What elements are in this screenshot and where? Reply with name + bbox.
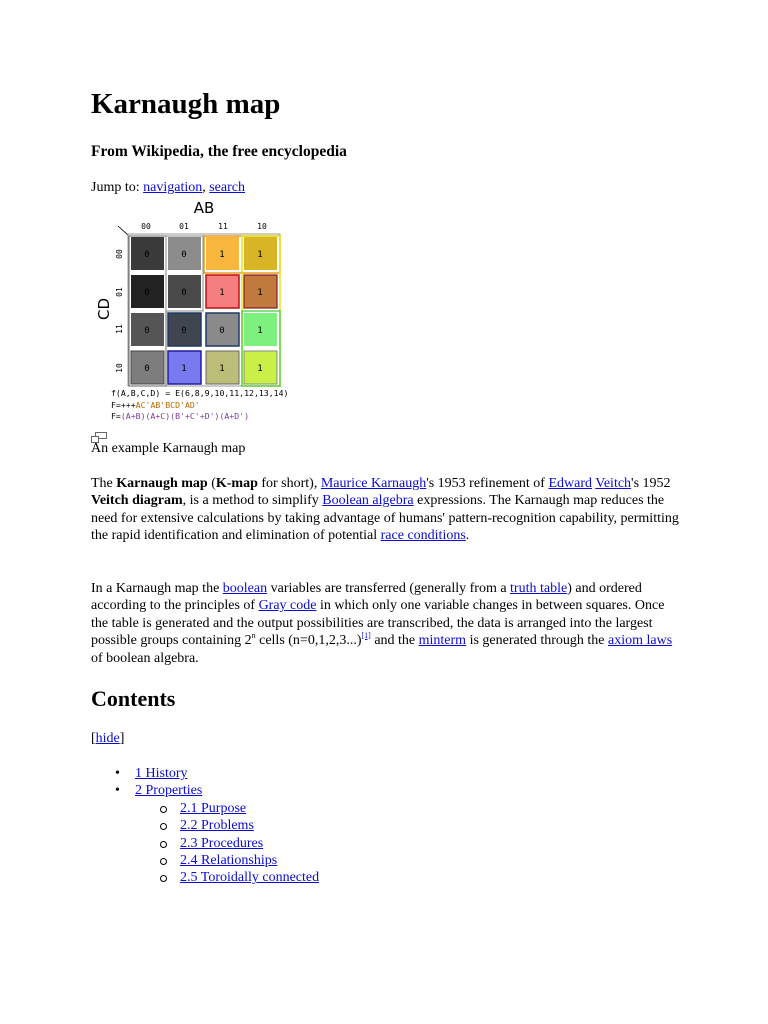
text: is generated through the [466, 633, 608, 649]
bracket: ] [119, 731, 125, 746]
kmap-row-header: 11 [115, 324, 124, 334]
link-gray-code[interactable]: Gray code [258, 598, 317, 614]
text: of boolean algebra. [91, 650, 199, 666]
intro-paragraph [91, 475, 681, 545]
kmap-cell-value: 1 [257, 326, 263, 336]
text: ( [207, 476, 216, 491]
kmap-figure[interactable] [91, 196, 291, 426]
text: In a Karnaugh map the [91, 581, 223, 596]
kmap-formula-pos [111, 411, 249, 421]
reference-link[interactable]: [1] [361, 630, 371, 640]
figure-caption: An example Karnaugh map [91, 441, 246, 456]
text: The [91, 476, 117, 491]
kmap-formula-prefix: F= [111, 411, 121, 421]
kmap-cell-value: 1 [219, 364, 225, 374]
kmap-formula-sop [111, 400, 200, 410]
bracket: [ [91, 731, 96, 746]
kmap-cell-value: 0 [144, 326, 150, 336]
kmap-formula-plus: +++ [120, 400, 136, 410]
kmap-cell-value: 0 [144, 250, 150, 260]
superscript: n [251, 630, 256, 640]
table-of-contents [91, 765, 319, 887]
text: in which only one variable changes in between squares. Once the table is generated and the output possibilities are transcribed, the data is arranged into the largest possible groups containing 2 [91, 598, 665, 649]
kmap-label-ab: AB [193, 199, 215, 217]
text: and the [370, 633, 419, 649]
text: 's 1952 [631, 476, 671, 491]
text: expressions. The Karnaugh map reduces the need for extensive calculations by taking advantage of humans' pattern-recognition capability, permitting the rapid identification and elimination of potential [91, 493, 679, 544]
toc-link-problems[interactable]: 2.2 Problems [180, 818, 254, 834]
body-paragraph [91, 580, 681, 667]
link-minterm[interactable]: minterm [418, 633, 467, 649]
kmap-formula-sum: f(A,B,C,D) = E(6,8,9,10,11,12,13,14) [111, 388, 289, 398]
kmap-cell-value: 0 [144, 288, 150, 298]
toc-item [91, 782, 319, 799]
kmap-cell-value: 1 [219, 288, 225, 298]
text: , is a method to simplify [182, 493, 323, 509]
toc-item [91, 765, 319, 782]
kmap-formula-terms: AC'AB'BCD'AD' [135, 400, 200, 410]
kmap-cell-value: 1 [219, 250, 225, 260]
kmap-cell-value: 0 [144, 364, 150, 374]
kmap-cell-value: 1 [257, 364, 263, 374]
jump-separator: , [202, 180, 206, 195]
toc-item [91, 869, 319, 886]
toc-item [91, 835, 319, 852]
kmap-col-header: 01 [179, 222, 189, 231]
jump-to [91, 180, 245, 196]
kmap-cell-value: 0 [181, 250, 187, 260]
text: ) and ordered according to the principles of [91, 581, 642, 614]
kmap-label-cd: CD [95, 297, 113, 321]
toc-link-properties[interactable]: 2 Properties [135, 783, 203, 799]
text: for short), [257, 476, 321, 491]
jump-prefix: Jump to: [91, 180, 140, 195]
link-axiom-laws[interactable]: axiom laws [607, 633, 673, 649]
term-bold: K-map [215, 476, 258, 491]
link-truth-table[interactable]: truth table [510, 581, 568, 596]
hide-link[interactable]: hide [95, 731, 120, 746]
kmap-cell-value: 1 [181, 364, 187, 374]
navigation-link[interactable]: navigation [143, 180, 203, 195]
toc-link-procedures[interactable]: 2.3 Procedures [180, 835, 264, 851]
toc-item [91, 817, 319, 834]
toc-item [91, 852, 319, 869]
term-bold: Karnaugh map [116, 476, 208, 491]
text: 's 1953 refinement of [426, 476, 549, 491]
text: variables are transferred (generally from a [267, 581, 511, 596]
kmap-row-header: 10 [115, 363, 124, 373]
kmap-formula-terms: (A+B)(A+C)(B'+C'+D')(A+D') [120, 411, 250, 421]
link-boolean[interactable]: boolean [222, 581, 268, 596]
text: . [465, 528, 470, 544]
kmap-row-header: 01 [115, 287, 124, 297]
kmap-col-header: 10 [257, 222, 267, 231]
site-subtitle: From Wikipedia, the free encyclopedia [91, 143, 347, 160]
kmap-col-header: 11 [218, 222, 228, 231]
contents-toggle [91, 731, 124, 747]
text: cells (n=0,1,2,3...) [255, 633, 362, 649]
kmap-cell-value: 1 [257, 288, 263, 298]
kmap-cell-value: 0 [181, 326, 187, 336]
kmap-row-header: 00 [115, 249, 124, 259]
contents-heading: Contents [91, 686, 176, 711]
link-edward-veitch[interactable]: Veitch [595, 476, 632, 491]
toc-item [91, 800, 319, 817]
kmap-cell-value: 0 [181, 288, 187, 298]
kmap-diagram [91, 196, 291, 426]
search-link[interactable]: search [209, 180, 245, 195]
kmap-cell-value: 0 [219, 326, 225, 336]
toc-link-relationships[interactable]: 2.4 Relationships [180, 853, 278, 869]
page-title: Karnaugh map [91, 88, 281, 120]
link-boolean-algebra[interactable]: Boolean algebra [322, 493, 414, 509]
link-race-conditions[interactable]: race conditions [380, 528, 466, 544]
toc-link-purpose[interactable]: 2.1 Purpose [180, 800, 247, 816]
kmap-col-header: 00 [141, 222, 151, 231]
kmap-cell-value: 1 [257, 250, 263, 260]
kmap-formula-prefix: F= [111, 400, 121, 410]
toc-link-history[interactable]: 1 History [135, 766, 188, 781]
toc-link-toroidally-connected[interactable]: 2.5 Toroidally connected [180, 870, 320, 886]
term-bold: Veitch diagram [91, 493, 183, 509]
link-edward-veitch[interactable]: Edward [548, 476, 593, 491]
link-maurice-karnaugh[interactable]: Maurice Karnaugh [320, 476, 427, 491]
